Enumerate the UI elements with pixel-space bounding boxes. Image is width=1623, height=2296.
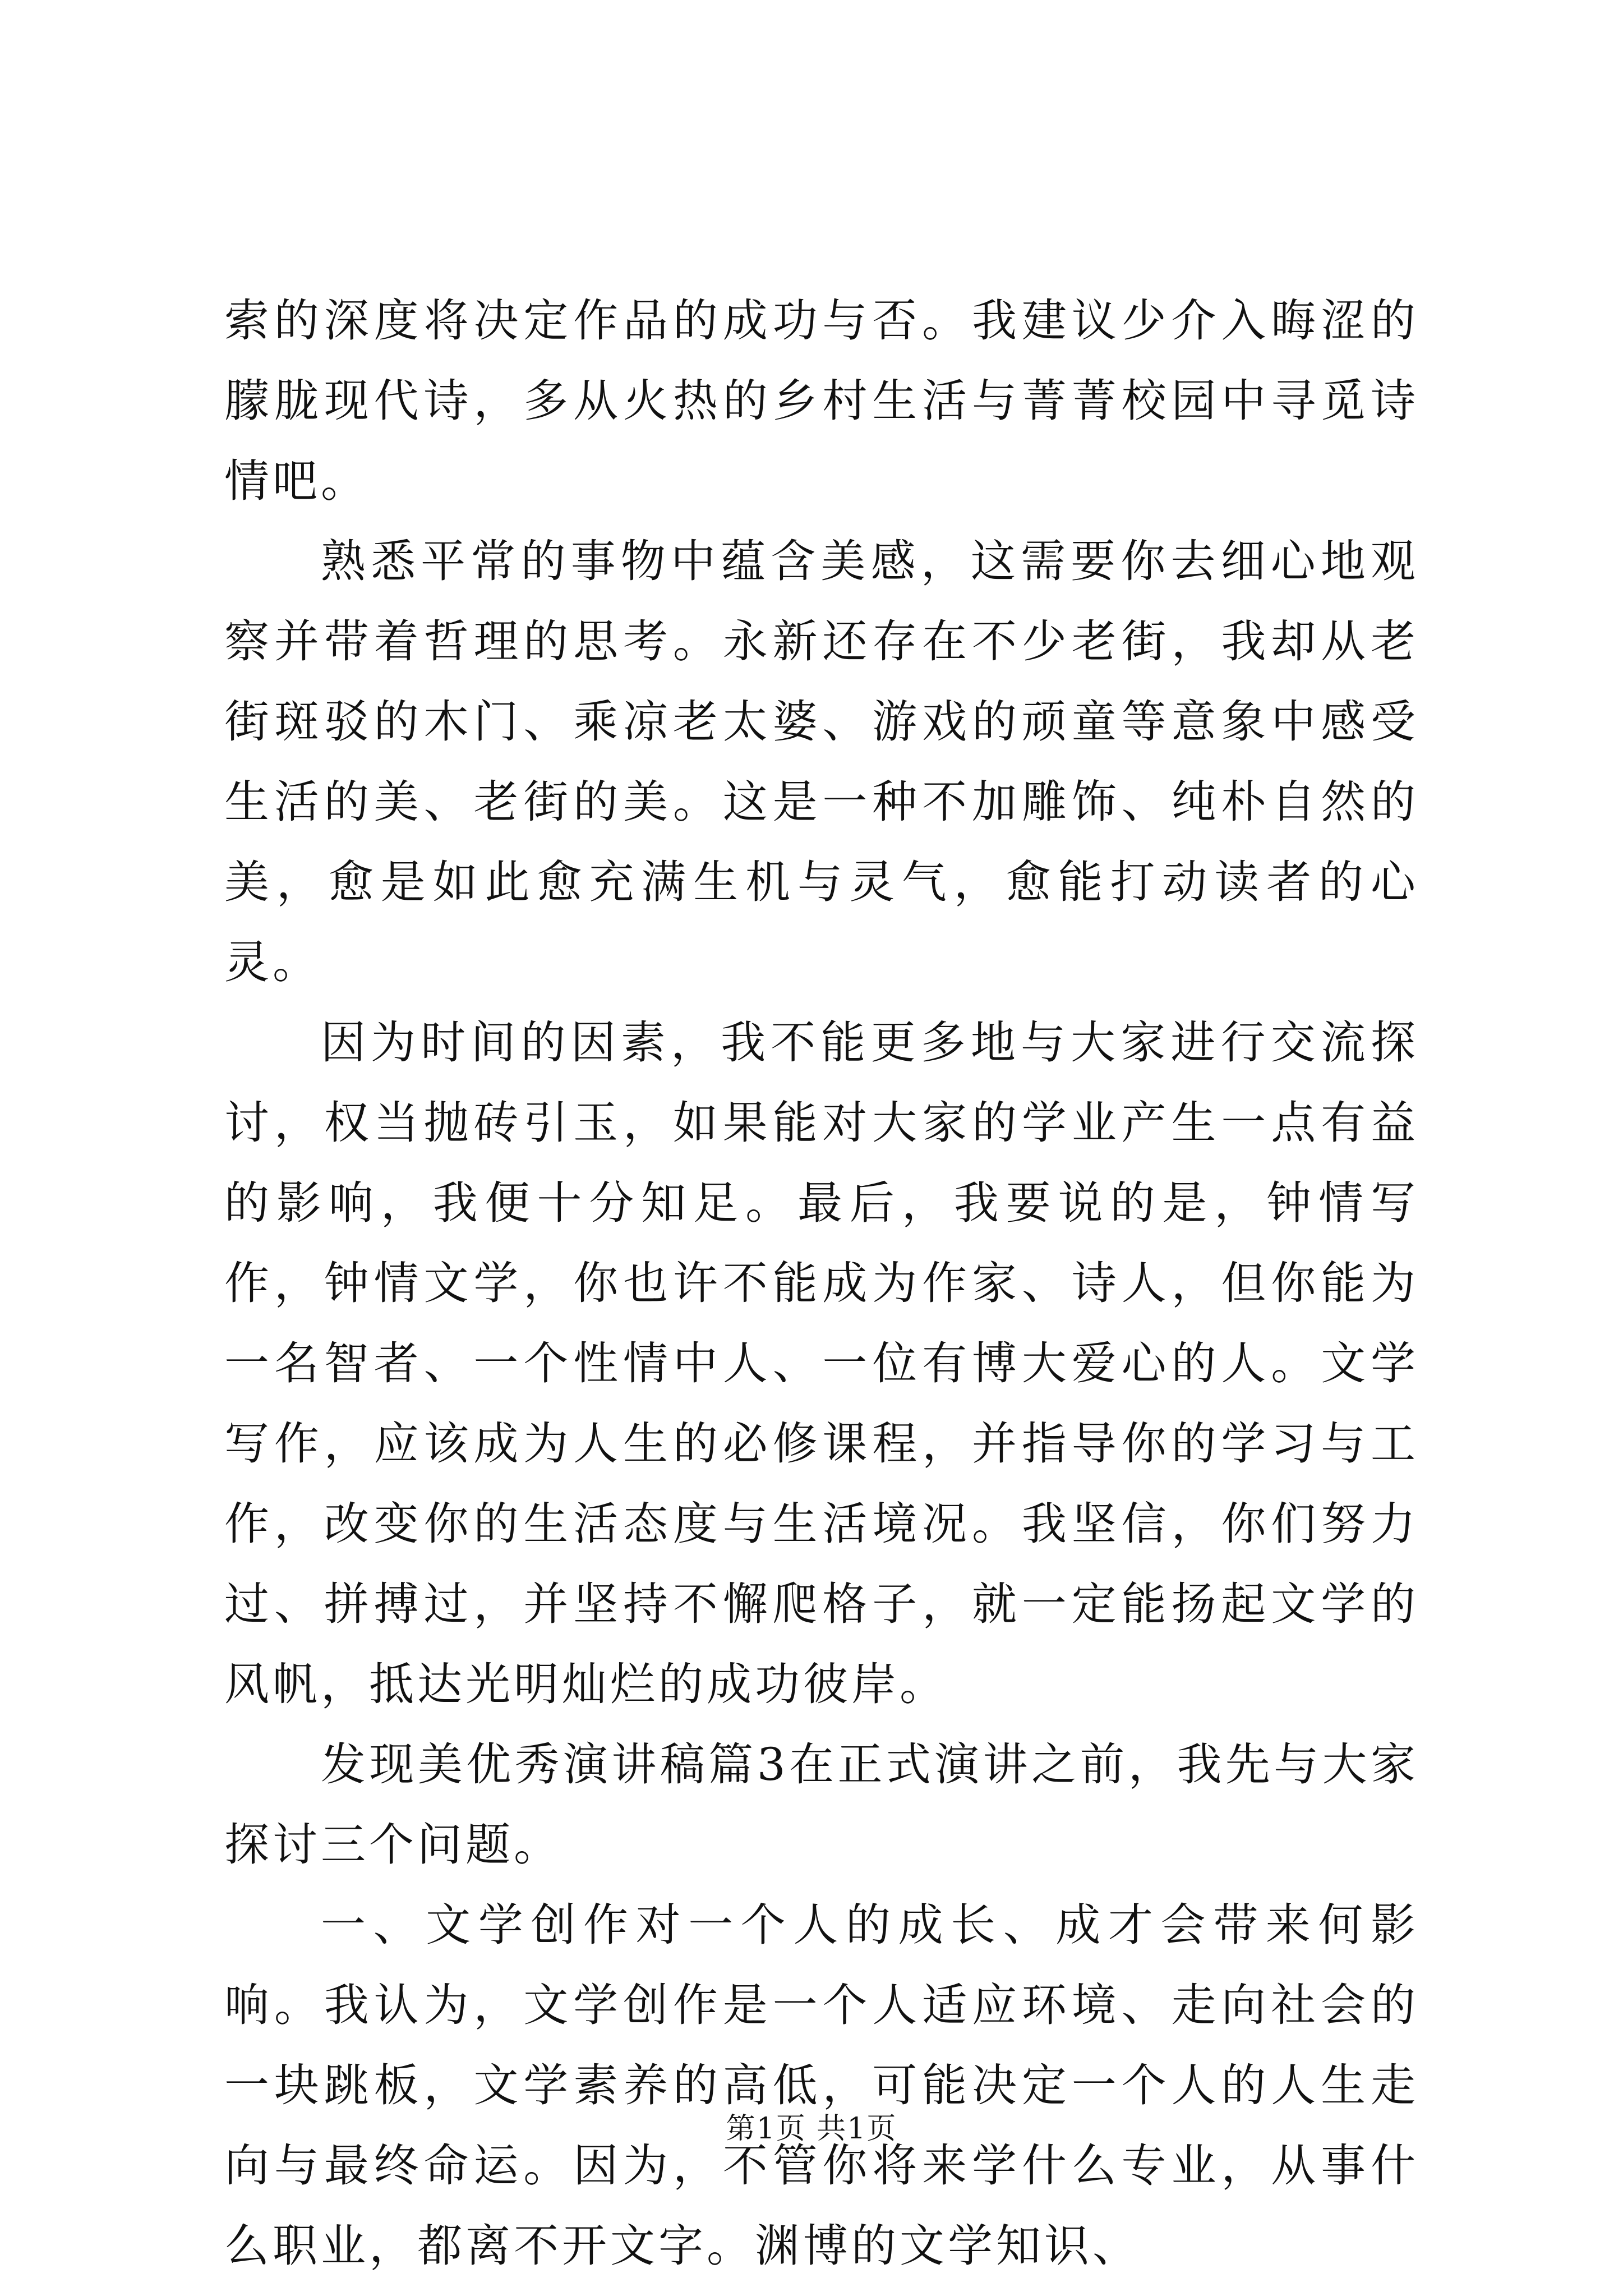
page-number-footer: 第1页 共1页 [726, 2112, 897, 2146]
paragraph-speech-3-intro: 发现美优秀演讲稿篇3在正式演讲之前，我先与大家探讨三个问题。 [224, 1738, 1419, 1871]
paragraph-everyday-beauty: 熟悉平常的事物中蕴含美感，这需要你去细心地观察并带着哲理的思考。永新还存在不少老街，我却从老街斑驳的木门、乘凉老太婆、游戏的顽童等意象中感受生活的美、老街的美。这是一种不加雕饰、纯朴自然的美，愈是如此愈充满生机与灵气，愈能打动读者的心灵。 [224, 535, 1419, 988]
paragraph-closing-remarks: 因为时间的因素，我不能更多地与大家进行交流探讨，权当抛砖引玉，如果能对大家的学业产生一点有益的影响，我便十分知足。最后，我要说的是，钟情写作，钟情文学，你也许不能成为作家、诗人，但你能为一名智者、一个性情中人、一位有博大爱心的人。文学写作，应该成为人生的必修课程，并指导你的学习与工作，改变你的生活态度与生活境况。我坚信，你们努力过、拼搏过，并坚持不懈爬格子，就一定能扬起文学的风帆，抵达光明灿烂的成功彼岸。 [224, 1016, 1419, 1710]
document-body [224, 280, 1419, 2286]
paragraph-point-one: 一、文学创作对一个人的成长、成才会带来何影响。我认为，文学创作是一个人适应环境、走向社会的一块跳板，文学素养的高低，可能决定一个人的人生走向与最终命运。因为，不管你将来学什么专业，从事什么职业，都离不开文字。渊博的文学知识、 [224, 1899, 1419, 2272]
paragraph-continuation: 索的深度将决定作品的成功与否。我建议少介入晦涩的朦胧现代诗，多从火热的乡村生活与菁菁校园中寻觅诗情吧。 [224, 295, 1419, 507]
